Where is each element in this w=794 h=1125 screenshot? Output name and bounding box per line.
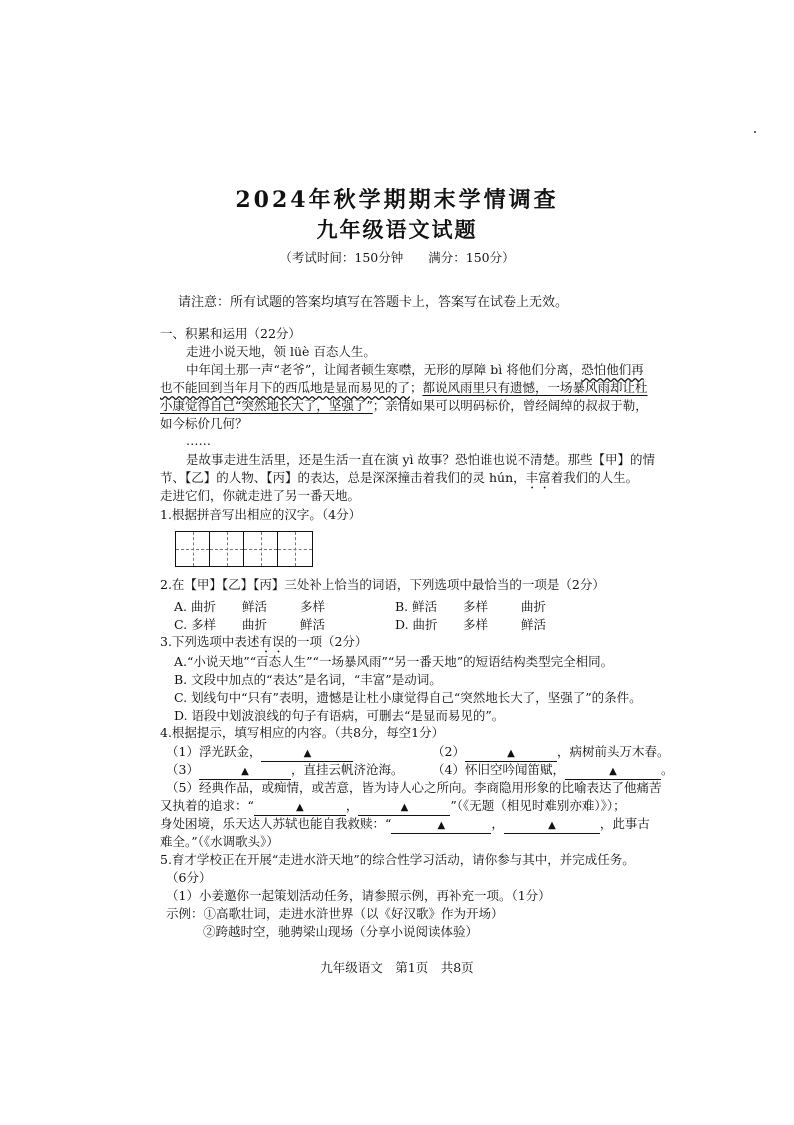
passage-line-3	[160, 379, 648, 397]
q4-item-5-line3	[160, 815, 650, 834]
question-1: 1.根据拼音写出相应的汉字。（4分）	[160, 507, 362, 522]
grid-cell	[210, 532, 244, 566]
option-C: C. 多样	[174, 617, 217, 632]
exam-info: （考试时间：150分钟 满分：150分）	[279, 250, 515, 265]
answer-grid	[175, 531, 313, 567]
underlined-sentence: 都说风雨里只有遗憾，一场暴风雨却让杜	[422, 380, 648, 395]
q4-item-5: （5）经典作品，或痴情，或苦意，皆为诗人心之所向。李商隐用形象的比喻表达了他痛苦	[166, 780, 662, 795]
item-text: ，直挂云帆济沧海。	[290, 762, 404, 777]
option-C: 曲折	[242, 617, 268, 632]
grid-cell	[244, 532, 278, 566]
dotted-word: 有误	[259, 634, 285, 649]
option-A: A. 曲折	[174, 599, 216, 614]
q3-option-B: B. 文段中加点的“表达”是名词，“丰富”是动词。	[174, 672, 442, 687]
dotted-word: 丰富	[525, 470, 551, 485]
answer-blank: ▲	[465, 747, 557, 762]
answer-blank: ▲	[199, 765, 291, 780]
item-text: ，病树前头万木春。	[556, 744, 670, 759]
answer-blank: ▲	[504, 819, 600, 834]
q4-item-2	[432, 743, 669, 762]
option-B: B. 鲜活	[395, 599, 438, 614]
item-text: ，此事古	[599, 816, 650, 831]
grid-cell	[278, 532, 312, 566]
passage-line-7: 是故事走进生活里，还是生活一直在演 yì 故事？恐怕谁也说不清楚。那些【甲】的情	[186, 452, 656, 467]
grid-cell	[176, 532, 210, 566]
question-2: 2.在【甲】【乙】【丙】三处补上恰当的词语，下列选项中最恰当的一项是（2分）	[160, 577, 605, 592]
item-text: 又执着的追求：“	[160, 798, 254, 813]
item-text: 。	[660, 762, 674, 777]
answer-blank: ▲	[565, 765, 661, 780]
answer-blank: ▲	[391, 819, 491, 834]
q4-item-1	[166, 743, 353, 762]
item-text: （2）	[432, 744, 465, 759]
passage-text: 着我们的人生。	[550, 470, 639, 485]
notice: 请注意：所有试题的答案均填写在答题卡上，答案写在试卷上无效。	[178, 295, 569, 310]
answer-blank: ▲	[261, 747, 353, 762]
option-A: 鲜活	[242, 599, 268, 614]
passage-line-5: 如今标价几何？	[160, 416, 248, 431]
option-B: 曲折	[521, 599, 547, 614]
option-A: 多样	[300, 599, 326, 614]
item-text: （1）浮光跃金，	[166, 744, 262, 759]
item-text: （4）怀旧空吟闻笛赋，	[432, 762, 565, 777]
question-4: 4.根据提示，填写相应的内容。（共8分，每空1分）	[160, 725, 445, 740]
option-D: 多样	[463, 617, 489, 632]
wavy-sentence: 也不能回到当年月下的西瓜地是显而易见的了	[160, 380, 411, 395]
passage-text: ；亲情如果可以明码标价，曾经阔绰的叔叔于勒，	[372, 398, 648, 413]
q5-sub-1: （1）小姜邀你一起策划活动任务，请参照示例，再补充一项。（1分）	[166, 888, 551, 903]
passage-line-2	[186, 361, 644, 379]
section-heading: 一、积累和运用（22分）	[160, 326, 301, 341]
q4-item-4	[432, 761, 673, 780]
item-text: （3）	[166, 762, 199, 777]
exam-title: 2024年秋学期期末学情调查	[235, 187, 559, 213]
option-B: 多样	[463, 599, 489, 614]
passage-text: ；	[410, 380, 423, 395]
underlined-sentence: 小康觉得自己“突然地长大了，坚强了”	[160, 398, 373, 413]
item-text: ，	[345, 798, 359, 813]
option-D: D. 曲折	[395, 617, 438, 632]
q5-example	[166, 905, 504, 923]
exam-subtitle: 九年级语文试题	[316, 217, 478, 242]
answer-blank: ▲	[254, 801, 346, 816]
passage-text: 中年闰土那一声“老爷”，让闻者顿生寒噤，无形的厚障 bì 将他们分离，	[186, 362, 582, 377]
answer-blank: ▲	[358, 801, 450, 816]
passage-line-1: 走进小说天地，领 lüè 百态人生。	[186, 344, 376, 359]
passage-ellipsis: ……	[186, 433, 211, 448]
question-text: 3.下列选项中表述	[160, 634, 260, 649]
item-text: ，	[491, 816, 504, 831]
example-label: 示例：	[166, 906, 204, 921]
item-text: ”（《无题（相见时难别亦难）》）；	[450, 798, 626, 813]
option-D: 鲜活	[521, 617, 547, 632]
q4-item-5-line2	[160, 797, 626, 816]
question-5: 5.育才学校正在开展“走进水浒天地”的综合性学习活动，请你参与其中，并完成任务。	[160, 852, 635, 867]
q3-option-A: A.“小说天地”“百态人生”“一场暴风雨”“另一番天地”的短语结构类型完全相同。	[174, 654, 614, 669]
scan-speck	[754, 131, 756, 133]
q2-options	[174, 598, 774, 634]
wavy-sentence: 恐怕他们再	[581, 362, 644, 377]
passage-text: 节、【乙】的人物、【丙】的表达，总是深深撞击着我们的灵 hún，	[160, 470, 526, 485]
q3-option-D: D. 语段中划波浪线的句子有语病，可删去“是显而易见的”。	[174, 708, 505, 723]
q5-example-2: ②跨越时空，驰骋梁山现场（分享小说阅读体验）	[203, 924, 479, 939]
example-item: ①高歌壮词，走进水浒世界（以《好汉歌》作为开场）	[203, 906, 504, 921]
page-footer: 九年级语文 第1页 共8页	[320, 960, 474, 975]
q3-option-C: C. 划线句中“只有”表明，遗憾是让杜小康觉得自己“突然地长大了，坚强了”的条件。	[174, 690, 642, 705]
question-5-score: （6分）	[166, 870, 212, 885]
item-text: 身处困境，乐天达人苏轼也能自我救赎：“	[160, 816, 392, 831]
question-text: 的一项（2分）	[284, 634, 368, 649]
q4-item-3	[166, 761, 403, 780]
q4-item-5-line4: 难全。”（《水调歌头》）	[160, 834, 279, 849]
passage-line-9: 走进它们，你就走进了另一番天地。	[160, 488, 361, 503]
passage-line-4	[160, 397, 648, 415]
option-C: 鲜活	[300, 617, 326, 632]
